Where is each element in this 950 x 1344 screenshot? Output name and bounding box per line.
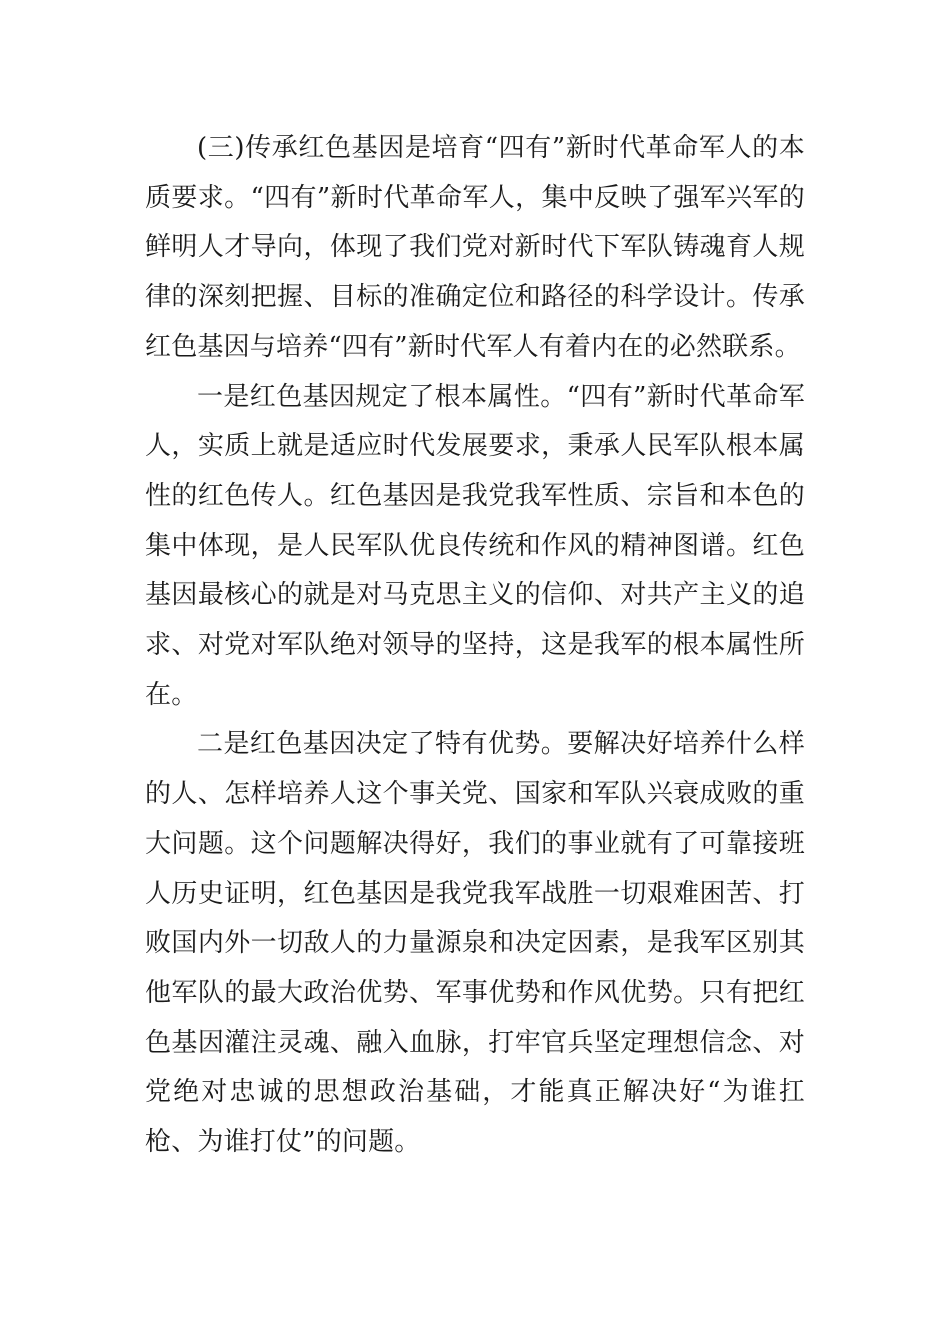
paragraph-essential-requirement: (三)传承红色基因是培育“四有”新时代革命军人的本质要求。“四有”新时代革命军人，集中反映了强军兴军的鲜明人才导向，体现了我们党对新时代下军队铸魂育人规律的深刻把握、目标的准确定位和路径的科学设计。传承红色基因与培养“四有”新时代军人有着内在的必然联系。: [145, 133, 805, 362]
paragraph-fundamental-attribute: 一是红色基因规定了根本属性。“四有”新时代革命军人，实质上就是适应时代发展要求，秉承人民军队根本属性的红色传人。红色基因是我党我军性质、宗旨和本色的集中体现，是人民军队优良传统和作风的精神图谱。红色基因最核心的就是对马克思主义的信仰、对共产主义的追求、对党对军队绝对领导的坚持，这是我军的根本属性所在。: [145, 381, 805, 710]
paragraph-unique-advantage: 二是红色基因决定了特有优势。要解决好培养什么样的人、怎样培养人这个事关党、国家和军队兴衰成败的重大问题。这个问题解决得好，我们的事业就有了可靠接班人历史证明，红色基因是我党我军战胜一切艰难困苦、打败国内外一切敌人的力量源泉和决定因素，是我军区别其他军队的最大政治优势、军事优势和作风优势。只有把红色基因灌注灵魂、融入血脉，打牢官兵坚定理想信念、对党绝对忠诚的思想政治基础，才能真正解决好“为谁扛枪、为谁打仗”的问题。: [145, 729, 805, 1158]
document-body: [145, 124, 805, 1168]
